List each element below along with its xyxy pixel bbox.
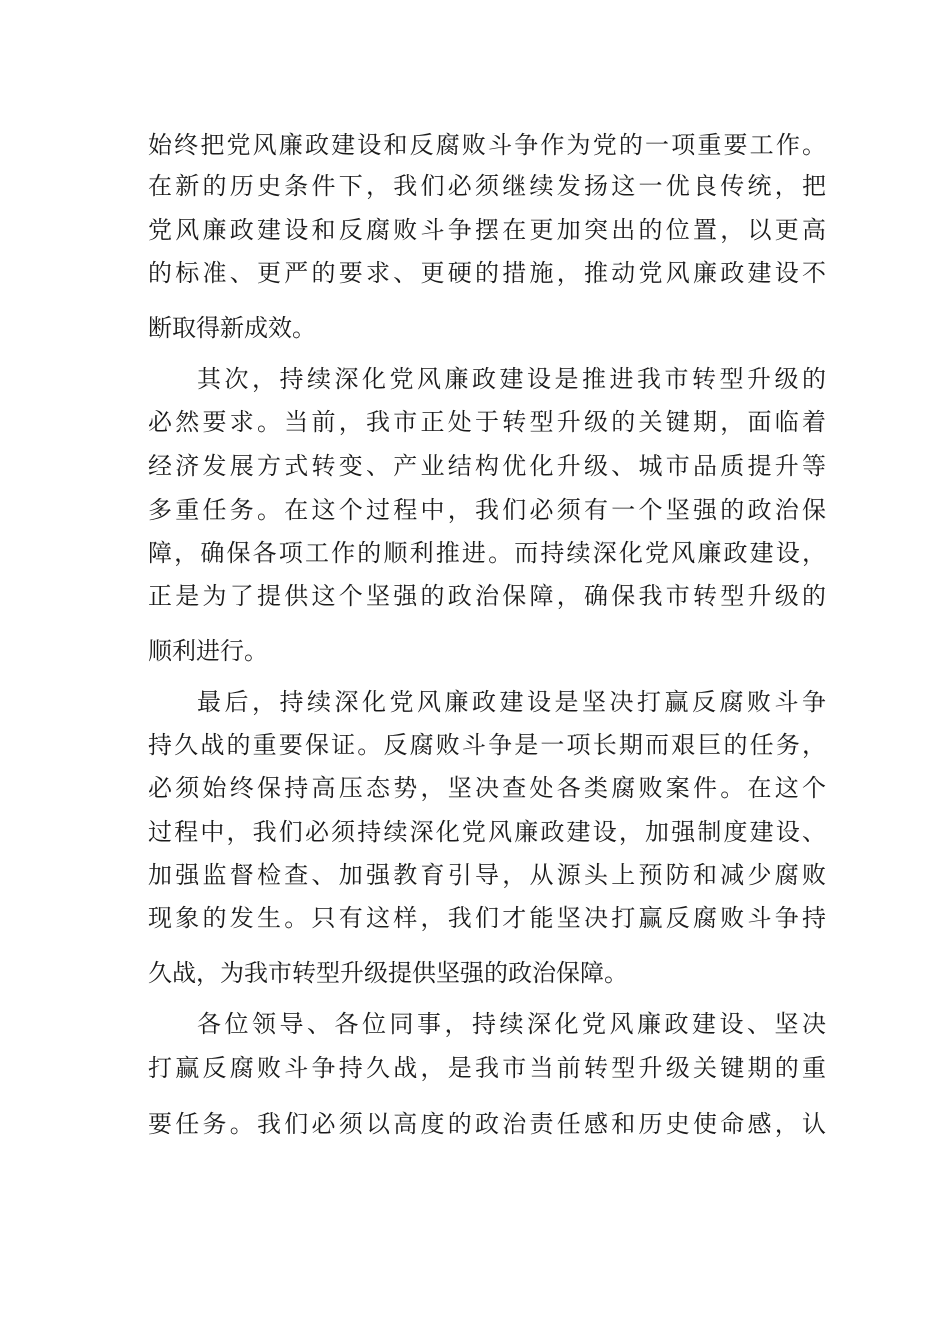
text-line: 党风廉政建设和反腐败斗争摆在更加突出的位置，以更高 [148, 216, 826, 244]
text-line: 要任务。我们必须以高度的政治责任感和历史使命感，认 [148, 1110, 826, 1138]
text-line: 断取得新成效。 [148, 314, 316, 342]
text-line: 正是为了提供这个坚强的政治保障，确保我市转型升级的 [148, 582, 826, 610]
text-line: 持久战的重要保证。反腐败斗争是一项长期而艰巨的任务， [148, 731, 826, 759]
text-line: 久战，为我市转型升级提供坚强的政治保障。 [148, 959, 628, 987]
text-line: 必然要求。当前，我市正处于转型升级的关键期，面临着 [148, 408, 826, 436]
text-line: 现象的发生。只有这样，我们才能坚决打赢反腐败斗争持 [148, 904, 826, 932]
text-line: 始终把党风廉政建设和反腐败斗争作为党的一项重要工作。 [148, 131, 826, 159]
text-line: 经济发展方式转变、产业结构优化升级、城市品质提升等 [148, 452, 826, 480]
text-line: 过程中，我们必须持续深化党风廉政建设，加强制度建设、 [148, 818, 826, 846]
paragraph-first-line: 其次，持续深化党风廉政建设是推进我市转型升级的 [197, 365, 826, 393]
text-line: 在新的历史条件下，我们必须继续发扬这一优良传统，把 [148, 172, 826, 200]
text-line: 打赢反腐败斗争持久战，是我市当前转型升级关键期的重 [148, 1054, 826, 1082]
text-line: 顺利进行。 [148, 637, 268, 665]
text-line: 必须始终保持高压态势，坚决查处各类腐败案件。在这个 [148, 774, 826, 802]
text-line: 的标准、更严的要求、更硬的措施，推动党风廉政建设不 [148, 259, 826, 287]
paragraph-first-line: 最后，持续深化党风廉政建设是坚决打赢反腐败斗争 [197, 688, 826, 716]
text-line: 加强监督检查、加强教育引导，从源头上预防和减少腐败 [148, 861, 826, 889]
text-line: 多重任务。在这个过程中，我们必须有一个坚强的政治保 [148, 496, 826, 524]
paragraph-first-line: 各位领导、各位同事，持续深化党风廉政建设、坚决 [197, 1010, 826, 1038]
text-line: 障，确保各项工作的顺利推进。而持续深化党风廉政建设， [148, 539, 826, 567]
